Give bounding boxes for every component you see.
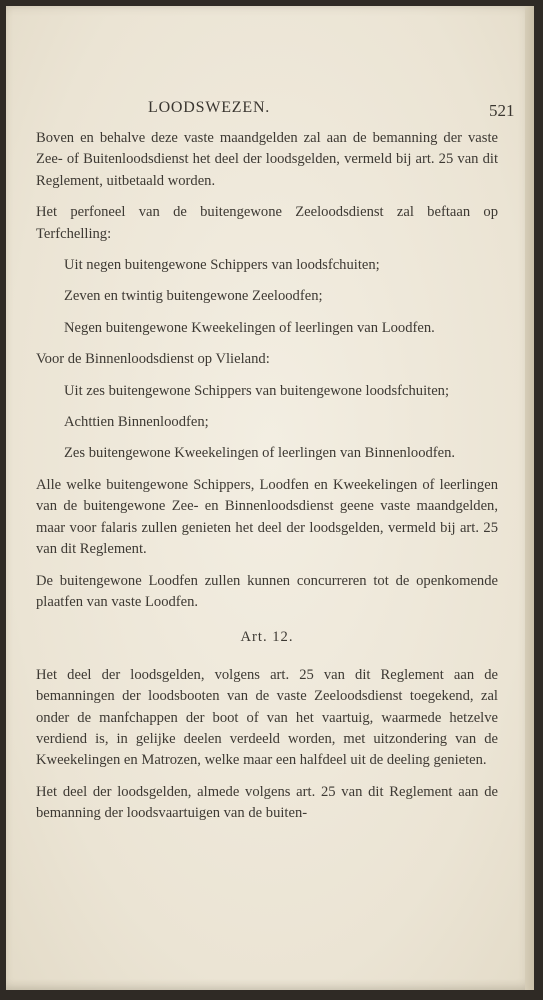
paragraph-2: Het perfoneel van de buitengewone Zeeloodsdienst zal beftaan op Terfchelling:	[36, 204, 498, 242]
page-body	[36, 128, 498, 825]
list-item: Uit zes buitengewone Schippers van buitengewone loodsfchuiten;	[64, 382, 450, 399]
paragraph-4: Alle welke buitengewone Schippers, Loodfen en Kweekelingen of leerlingen van de buitengewone Zee- en Binnenloodsdienst geene vaste maandgelden, maar voor falaris zullen genieten het deel der loodsgelden, vermeld bij art. 25 van dit Reglement.	[36, 476, 498, 558]
paragraph-6: Het deel der loodsgelden, volgens art. 25 van dit Reglement aan de bemanningen der loodsbooten van de vaste Zeeloodsdienst toegekend, zal onder de manfchappen der boot of van het vaartuig, waarmede hetzelve verdiend is, in gelijke deelen verdeeld worden, met uitzondering van de Kweekelingen en Matrozen, welke maar een halfdeel uit de deeling genieten.	[36, 666, 498, 769]
spacer	[36, 192, 498, 202]
article-heading: Art. 12.	[240, 629, 294, 646]
spacer	[36, 308, 498, 318]
running-header: LOODSWEZEN.	[148, 99, 271, 116]
paragraph-7: Het deel der loodsgelden, almede volgens art. 25 van dit Reglement aan de bemanning der loodsvaartuigen van de buiten-	[36, 783, 498, 822]
list-item: Zes buitengewone Kweekelingen of leerlingen van Binnenloodfen.	[64, 445, 456, 462]
spacer	[36, 371, 498, 381]
spacer	[36, 339, 498, 349]
spacer	[36, 655, 498, 665]
spacer	[36, 245, 498, 255]
spacer	[36, 402, 498, 412]
page-number: 521	[489, 101, 515, 120]
spacer	[36, 561, 498, 571]
list-item: Uit negen buitengewone Schippers van loodsfchuiten;	[64, 257, 380, 274]
spacer	[36, 276, 498, 286]
paragraph-3: Voor de Binnenloodsdienst op Vlieland:	[36, 351, 270, 368]
page-edge	[525, 6, 534, 990]
list-item: Zeven en twintig buitengewone Zeeloodfen;	[64, 288, 323, 305]
spacer	[36, 613, 498, 623]
list-item: Negen buitengewone Kweekelingen of leerlingen van Loodfen.	[64, 319, 435, 336]
paragraph-1: Boven en behalve deze vaste maandgelden zal aan de bemanning der vaste Zee- of Buitenloodsdienst het deel der loodsgelden, vermeld bij art. 25 van dit Reglement, uitbetaald worden.	[36, 130, 498, 189]
paragraph-5: De buitengewone Loodfen zullen kunnen concurreren tot de openkomende plaatfen van vaste Loodfen.	[36, 572, 498, 610]
spacer	[36, 465, 498, 475]
list-item: Achttien Binnenloodfen;	[64, 414, 209, 431]
spacer	[36, 433, 498, 443]
spacer	[36, 772, 498, 782]
